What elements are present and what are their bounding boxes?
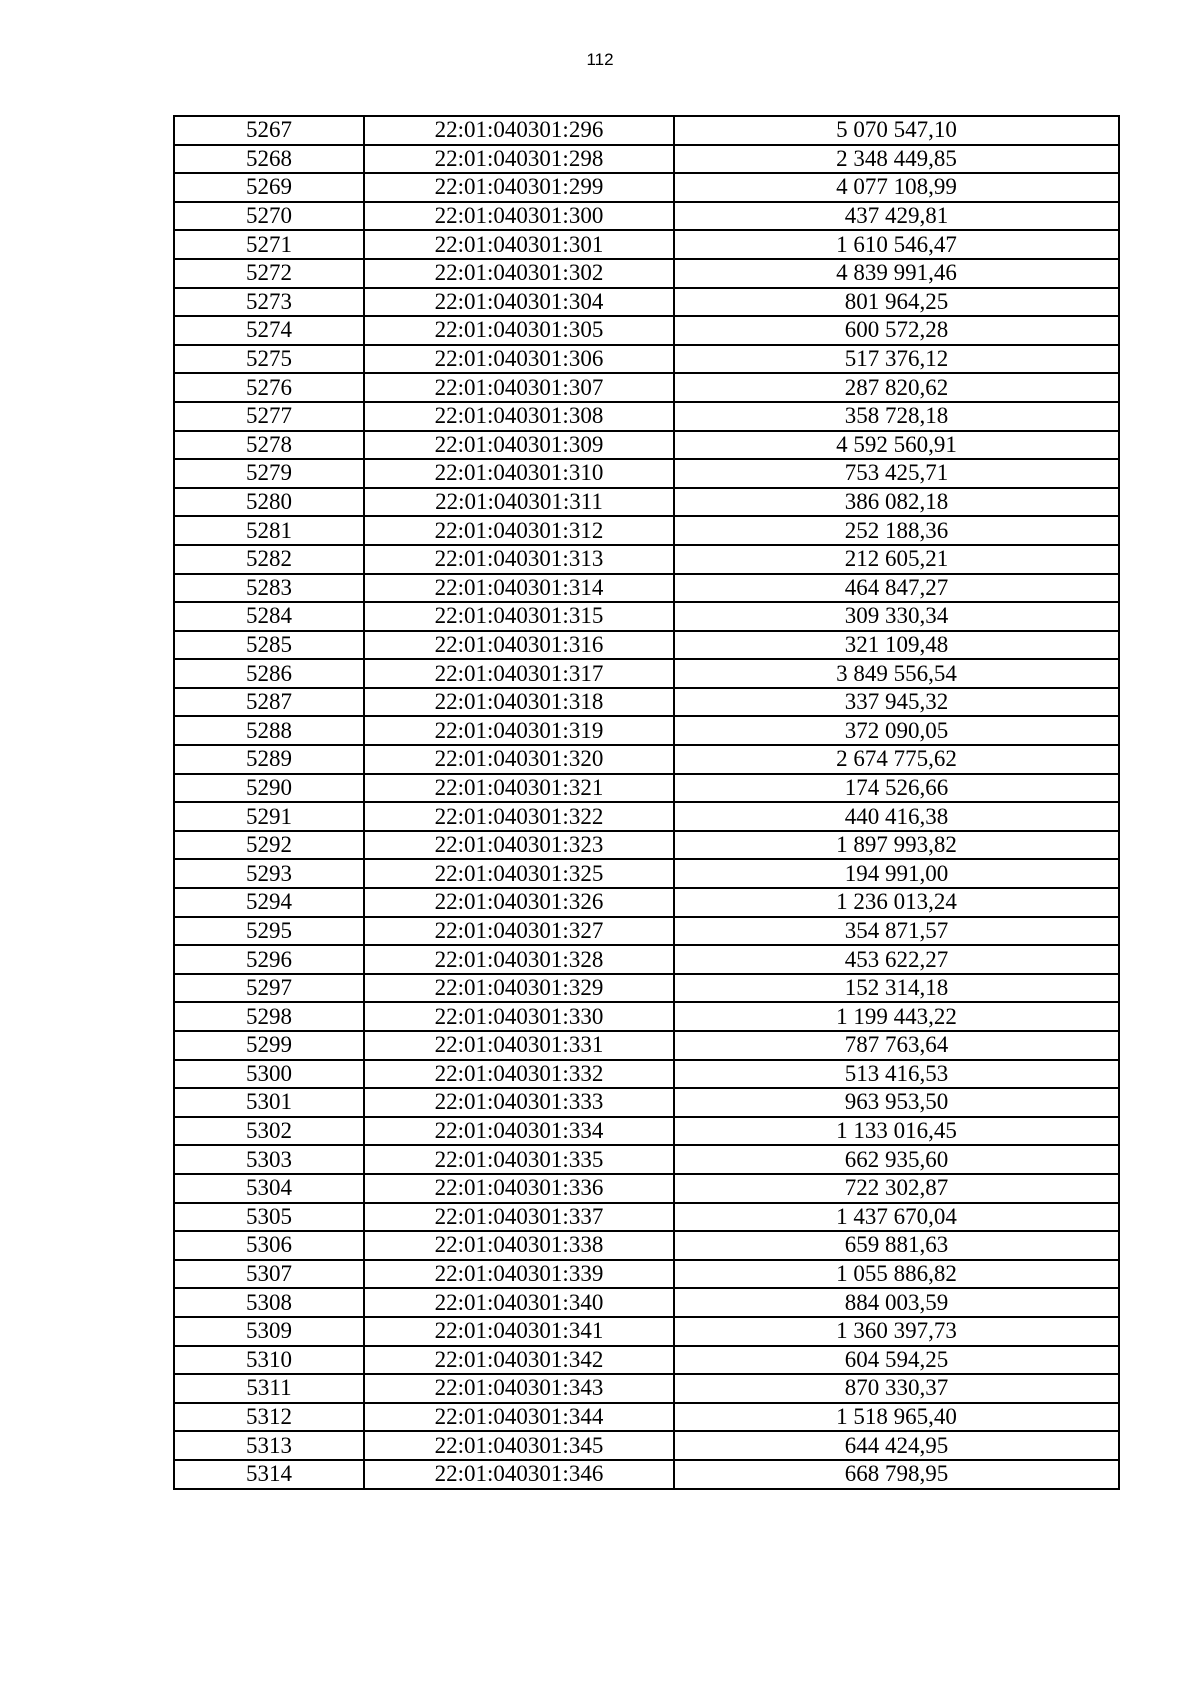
table-row — [174, 631, 1119, 660]
row-number-cell: 5310 — [174, 1346, 364, 1375]
row-number-cell: 5273 — [174, 288, 364, 317]
table-row — [174, 230, 1119, 259]
cadastral-value-cell: 1 518 965,40 — [674, 1403, 1119, 1432]
row-number-cell: 5302 — [174, 1117, 364, 1146]
cadastral-value-cell: 662 935,60 — [674, 1145, 1119, 1174]
row-number-cell: 5277 — [174, 402, 364, 431]
row-number-cell: 5281 — [174, 516, 364, 545]
row-number-cell: 5270 — [174, 202, 364, 231]
cadastral-value-cell: 3 849 556,54 — [674, 659, 1119, 688]
table-row — [174, 1431, 1119, 1460]
table-row — [174, 1460, 1119, 1489]
cadastral-value-cell: 1 133 016,45 — [674, 1117, 1119, 1146]
table-row — [174, 974, 1119, 1003]
row-number-cell: 5290 — [174, 774, 364, 803]
cadastral-value-cell: 644 424,95 — [674, 1431, 1119, 1460]
cadastral-value-cell: 4 839 991,46 — [674, 259, 1119, 288]
cadastral-number-cell: 22:01:040301:313 — [364, 545, 674, 574]
table-row — [174, 202, 1119, 231]
cadastral-value-cell: 4 077 108,99 — [674, 173, 1119, 202]
cadastral-value-cell: 358 728,18 — [674, 402, 1119, 431]
cadastral-number-cell: 22:01:040301:343 — [364, 1374, 674, 1403]
cadastral-value-cell: 787 763,64 — [674, 1031, 1119, 1060]
row-number-cell: 5272 — [174, 259, 364, 288]
table-row — [174, 1117, 1119, 1146]
row-number-cell: 5287 — [174, 688, 364, 717]
row-number-cell: 5269 — [174, 173, 364, 202]
row-number-cell: 5288 — [174, 716, 364, 745]
cadastral-value-cell: 437 429,81 — [674, 202, 1119, 231]
cadastral-value-cell: 386 082,18 — [674, 488, 1119, 517]
cadastral-number-cell: 22:01:040301:326 — [364, 888, 674, 917]
cadastral-value-cell: 174 526,66 — [674, 774, 1119, 803]
table-row — [174, 145, 1119, 174]
cadastral-value-cell: 1 360 397,73 — [674, 1317, 1119, 1346]
cadastral-number-cell: 22:01:040301:315 — [364, 602, 674, 631]
row-number-cell: 5314 — [174, 1460, 364, 1489]
cadastral-value-cell: 513 416,53 — [674, 1060, 1119, 1089]
cadastral-value-cell: 604 594,25 — [674, 1346, 1119, 1375]
table-row — [174, 1403, 1119, 1432]
cadastral-number-cell: 22:01:040301:300 — [364, 202, 674, 231]
cadastral-number-cell: 22:01:040301:317 — [364, 659, 674, 688]
row-number-cell: 5291 — [174, 802, 364, 831]
cadastral-value-cell: 2 348 449,85 — [674, 145, 1119, 174]
table-row — [174, 431, 1119, 460]
table-row — [174, 402, 1119, 431]
cadastral-value-cell: 668 798,95 — [674, 1460, 1119, 1489]
cadastral-number-cell: 22:01:040301:305 — [364, 316, 674, 345]
row-number-cell: 5276 — [174, 373, 364, 402]
row-number-cell: 5312 — [174, 1403, 364, 1432]
cadastral-number-cell: 22:01:040301:342 — [364, 1346, 674, 1375]
table-row — [174, 116, 1119, 145]
row-number-cell: 5292 — [174, 831, 364, 860]
cadastral-value-cell: 337 945,32 — [674, 688, 1119, 717]
table-row — [174, 373, 1119, 402]
cadastral-value-cell: 464 847,27 — [674, 574, 1119, 603]
cadastral-value-cell: 2 674 775,62 — [674, 745, 1119, 774]
row-number-cell: 5284 — [174, 602, 364, 631]
table-row — [174, 1203, 1119, 1232]
cadastral-number-cell: 22:01:040301:345 — [364, 1431, 674, 1460]
cadastral-number-cell: 22:01:040301:316 — [364, 631, 674, 660]
table-row — [174, 574, 1119, 603]
table-row — [174, 745, 1119, 774]
cadastral-value-cell: 1 437 670,04 — [674, 1203, 1119, 1232]
cadastral-number-cell: 22:01:040301:308 — [364, 402, 674, 431]
cadastral-value-cell: 600 572,28 — [674, 316, 1119, 345]
table-row — [174, 688, 1119, 717]
table-row — [174, 1260, 1119, 1289]
row-number-cell: 5275 — [174, 345, 364, 374]
table-row — [174, 859, 1119, 888]
row-number-cell: 5309 — [174, 1317, 364, 1346]
cadastral-value-cell: 372 090,05 — [674, 716, 1119, 745]
cadastral-number-cell: 22:01:040301:306 — [364, 345, 674, 374]
table-row — [174, 1374, 1119, 1403]
cadastral-number-cell: 22:01:040301:307 — [364, 373, 674, 402]
cadastral-number-cell: 22:01:040301:310 — [364, 459, 674, 488]
row-number-cell: 5282 — [174, 545, 364, 574]
table-row — [174, 259, 1119, 288]
cadastral-number-cell: 22:01:040301:301 — [364, 230, 674, 259]
cadastral-value-cell: 517 376,12 — [674, 345, 1119, 374]
cadastral-value-cell: 212 605,21 — [674, 545, 1119, 574]
cadastral-number-cell: 22:01:040301:327 — [364, 917, 674, 946]
row-number-cell: 5289 — [174, 745, 364, 774]
cadastral-number-cell: 22:01:040301:296 — [364, 116, 674, 145]
cadastral-number-cell: 22:01:040301:319 — [364, 716, 674, 745]
table-row — [174, 1060, 1119, 1089]
table-row — [174, 1174, 1119, 1203]
row-number-cell: 5303 — [174, 1145, 364, 1174]
row-number-cell: 5306 — [174, 1231, 364, 1260]
table-row — [174, 1088, 1119, 1117]
row-number-cell: 5294 — [174, 888, 364, 917]
row-number-cell: 5304 — [174, 1174, 364, 1203]
cadastral-value-cell: 963 953,50 — [674, 1088, 1119, 1117]
table-row — [174, 1317, 1119, 1346]
cadastral-number-cell: 22:01:040301:329 — [364, 974, 674, 1003]
cadastral-value-cell: 801 964,25 — [674, 288, 1119, 317]
row-number-cell: 5280 — [174, 488, 364, 517]
cadastral-value-cell: 194 991,00 — [674, 859, 1119, 888]
cadastral-value-table — [173, 115, 1120, 1490]
row-number-cell: 5283 — [174, 574, 364, 603]
cadastral-value-cell: 252 188,36 — [674, 516, 1119, 545]
cadastral-value-cell: 1 055 886,82 — [674, 1260, 1119, 1289]
table-row — [174, 1002, 1119, 1031]
cadastral-value-cell: 5 070 547,10 — [674, 116, 1119, 145]
cadastral-value-cell: 440 416,38 — [674, 802, 1119, 831]
cadastral-number-cell: 22:01:040301:341 — [364, 1317, 674, 1346]
row-number-cell: 5307 — [174, 1260, 364, 1289]
row-number-cell: 5285 — [174, 631, 364, 660]
cadastral-number-cell: 22:01:040301:333 — [364, 1088, 674, 1117]
cadastral-number-cell: 22:01:040301:330 — [364, 1002, 674, 1031]
cadastral-number-cell: 22:01:040301:346 — [364, 1460, 674, 1489]
cadastral-value-cell: 870 330,37 — [674, 1374, 1119, 1403]
table-row — [174, 774, 1119, 803]
table-row — [174, 173, 1119, 202]
table-row — [174, 945, 1119, 974]
cadastral-number-cell: 22:01:040301:311 — [364, 488, 674, 517]
cadastral-value-cell: 753 425,71 — [674, 459, 1119, 488]
cadastral-number-cell: 22:01:040301:338 — [364, 1231, 674, 1260]
table-row — [174, 459, 1119, 488]
cadastral-number-cell: 22:01:040301:302 — [364, 259, 674, 288]
row-number-cell: 5267 — [174, 116, 364, 145]
cadastral-number-cell: 22:01:040301:334 — [364, 1117, 674, 1146]
cadastral-value-cell: 1 897 993,82 — [674, 831, 1119, 860]
cadastral-value-cell: 722 302,87 — [674, 1174, 1119, 1203]
row-number-cell: 5301 — [174, 1088, 364, 1117]
row-number-cell: 5293 — [174, 859, 364, 888]
table-row — [174, 288, 1119, 317]
cadastral-number-cell: 22:01:040301:312 — [364, 516, 674, 545]
row-number-cell: 5295 — [174, 917, 364, 946]
cadastral-number-cell: 22:01:040301:321 — [364, 774, 674, 803]
table-row — [174, 802, 1119, 831]
row-number-cell: 5299 — [174, 1031, 364, 1060]
cadastral-number-cell: 22:01:040301:304 — [364, 288, 674, 317]
row-number-cell: 5274 — [174, 316, 364, 345]
cadastral-value-cell: 354 871,57 — [674, 917, 1119, 946]
cadastral-value-cell: 1 199 443,22 — [674, 1002, 1119, 1031]
row-number-cell: 5296 — [174, 945, 364, 974]
row-number-cell: 5271 — [174, 230, 364, 259]
cadastral-number-cell: 22:01:040301:299 — [364, 173, 674, 202]
row-number-cell: 5305 — [174, 1203, 364, 1232]
cadastral-number-cell: 22:01:040301:332 — [364, 1060, 674, 1089]
cadastral-number-cell: 22:01:040301:322 — [364, 802, 674, 831]
table-row — [174, 716, 1119, 745]
cadastral-number-cell: 22:01:040301:339 — [364, 1260, 674, 1289]
cadastral-value-cell: 884 003,59 — [674, 1288, 1119, 1317]
cadastral-number-cell: 22:01:040301:323 — [364, 831, 674, 860]
table-row — [174, 488, 1119, 517]
cadastral-number-cell: 22:01:040301:336 — [364, 1174, 674, 1203]
table-row — [174, 602, 1119, 631]
cadastral-value-cell: 152 314,18 — [674, 974, 1119, 1003]
row-number-cell: 5268 — [174, 145, 364, 174]
cadastral-number-cell: 22:01:040301:335 — [364, 1145, 674, 1174]
table-row — [174, 888, 1119, 917]
cadastral-number-cell: 22:01:040301:320 — [364, 745, 674, 774]
row-number-cell: 5308 — [174, 1288, 364, 1317]
cadastral-value-cell: 659 881,63 — [674, 1231, 1119, 1260]
table-body — [174, 116, 1119, 1489]
table-row — [174, 1288, 1119, 1317]
cadastral-number-cell: 22:01:040301:325 — [364, 859, 674, 888]
row-number-cell: 5300 — [174, 1060, 364, 1089]
cadastral-number-cell: 22:01:040301:340 — [364, 1288, 674, 1317]
table-row — [174, 1231, 1119, 1260]
cadastral-value-cell: 453 622,27 — [674, 945, 1119, 974]
cadastral-number-cell: 22:01:040301:331 — [364, 1031, 674, 1060]
table-row — [174, 1145, 1119, 1174]
table-row — [174, 831, 1119, 860]
cadastral-value-cell: 309 330,34 — [674, 602, 1119, 631]
table-row — [174, 316, 1119, 345]
table-row — [174, 1346, 1119, 1375]
table-row — [174, 659, 1119, 688]
row-number-cell: 5313 — [174, 1431, 364, 1460]
cadastral-number-cell: 22:01:040301:328 — [364, 945, 674, 974]
row-number-cell: 5311 — [174, 1374, 364, 1403]
row-number-cell: 5278 — [174, 431, 364, 460]
cadastral-value-cell: 1 236 013,24 — [674, 888, 1119, 917]
row-number-cell: 5286 — [174, 659, 364, 688]
cadastral-number-cell: 22:01:040301:318 — [364, 688, 674, 717]
page-number: 112 — [586, 50, 614, 69]
cadastral-value-cell: 4 592 560,91 — [674, 431, 1119, 460]
cadastral-value-cell: 287 820,62 — [674, 373, 1119, 402]
table-row — [174, 1031, 1119, 1060]
cadastral-value-cell: 321 109,48 — [674, 631, 1119, 660]
cadastral-number-cell: 22:01:040301:314 — [364, 574, 674, 603]
table-row — [174, 345, 1119, 374]
row-number-cell: 5279 — [174, 459, 364, 488]
row-number-cell: 5297 — [174, 974, 364, 1003]
cadastral-number-cell: 22:01:040301:344 — [364, 1403, 674, 1432]
table-row — [174, 917, 1119, 946]
cadastral-value-cell: 1 610 546,47 — [674, 230, 1119, 259]
cadastral-number-cell: 22:01:040301:337 — [364, 1203, 674, 1232]
table-row — [174, 545, 1119, 574]
cadastral-number-cell: 22:01:040301:309 — [364, 431, 674, 460]
row-number-cell: 5298 — [174, 1002, 364, 1031]
table-row — [174, 516, 1119, 545]
cadastral-number-cell: 22:01:040301:298 — [364, 145, 674, 174]
